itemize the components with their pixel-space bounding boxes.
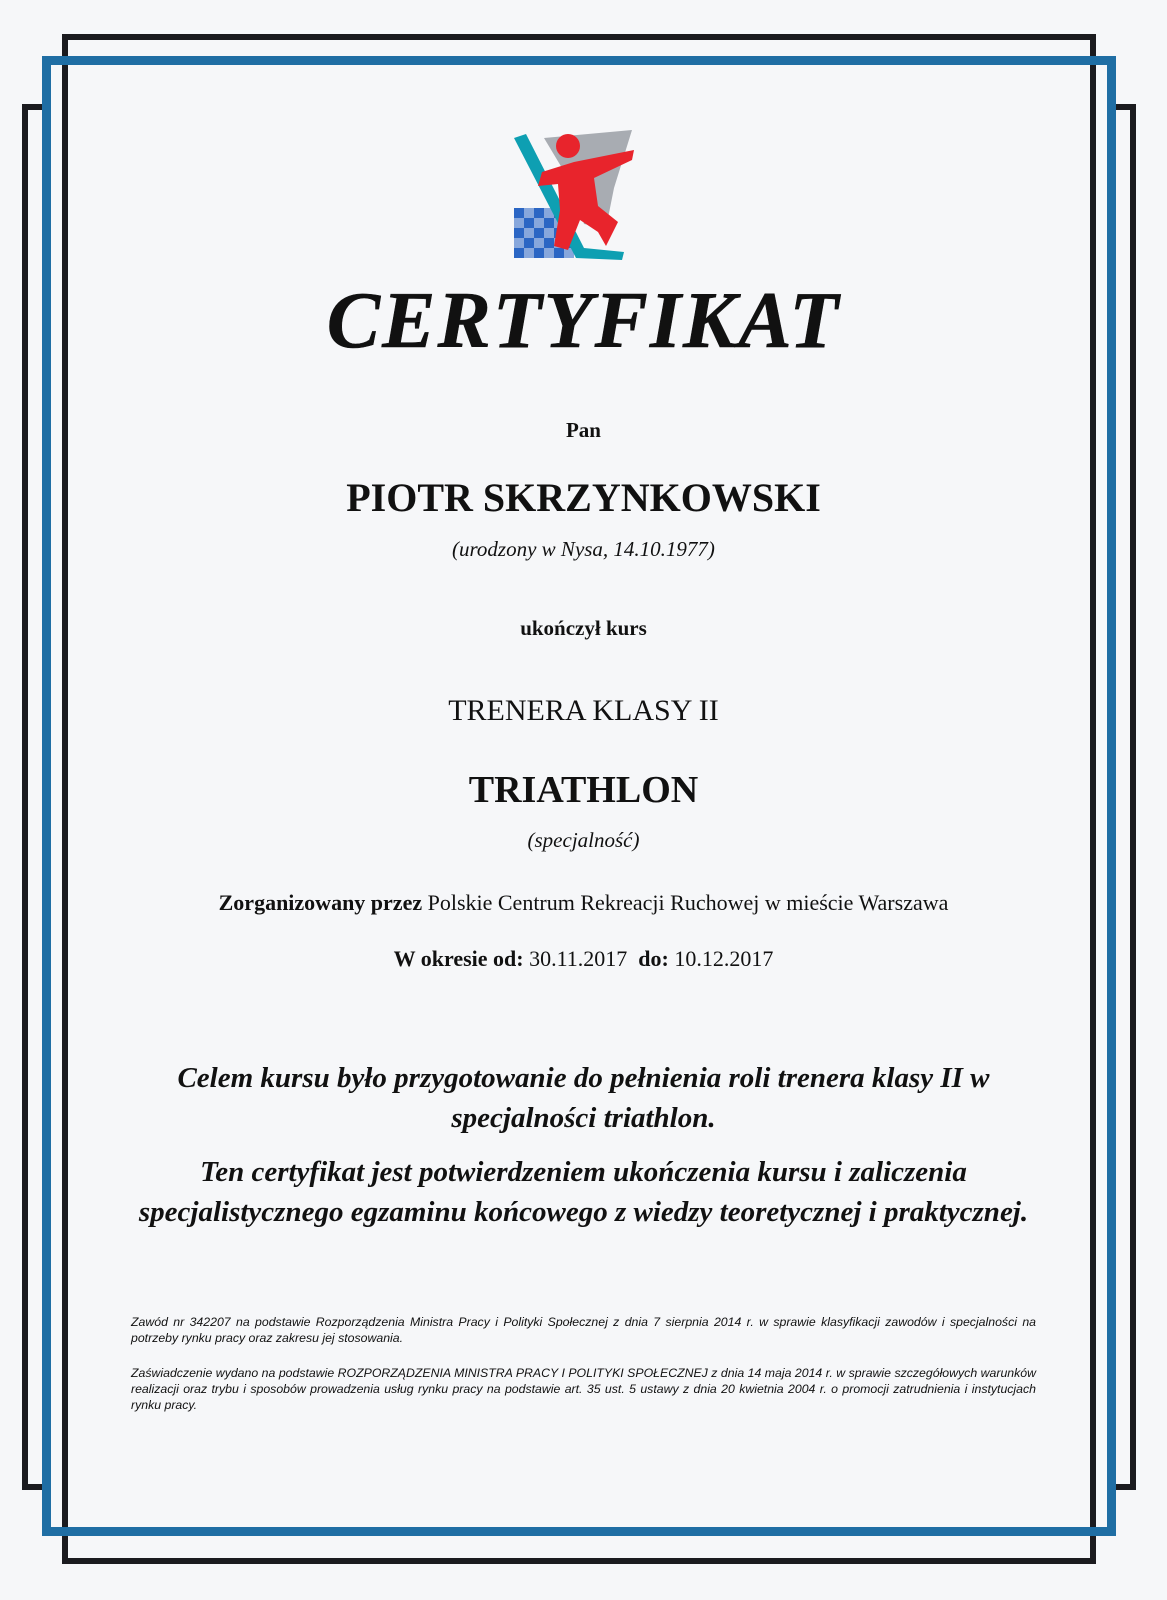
period-line (100, 946, 1067, 972)
birth-info: (urodzony w Nysa, 14.10.1977) (452, 537, 715, 561)
organizer-value: Polskie Centrum Rekreacji Ruchowej w mieście Warszawa (427, 890, 949, 915)
course-goal: Celem kursu było przygotowanie do pełnienia roli trenera klasy II w specjalności triathlon. (177, 1062, 990, 1134)
course-name: TRENERA KLASY II (448, 694, 719, 727)
specialty-label: (specjalność) (527, 828, 640, 852)
salutation: Pan (565, 418, 601, 442)
period-to-label: do: (638, 946, 669, 971)
confirmation-statement: Ten certyfikat jest potwierdzeniem ukończenia kursu i zaliczenia specjalistycznego egzaminu końcowego z wiedzy teoretycznej i praktycznej. (138, 1156, 1029, 1228)
recipient-name: PIOTR SKRZYNKOWSKI (346, 475, 821, 520)
organizer-label: Zorganizowany przez (218, 890, 423, 915)
certificate-title: CERTYFIKAT (326, 277, 841, 365)
completed-label: ukończył kurs (520, 616, 647, 640)
specialty-name: TRIATHLON (468, 769, 699, 811)
organizer-line (100, 890, 1067, 916)
period-from-label: W okresie od: (393, 946, 524, 971)
period-to-value: 10.12.2017 (674, 946, 774, 971)
period-from-value: 30.11.2017 (529, 946, 628, 971)
legal-note-occupation: Zawód nr 342207 na podstawie Rozporządzenia Ministra Pracy i Polityki Społecznej z dnia 7 sierpnia 2014 r. w sprawie klasyfikacji zawodów i specjalności na potrzeby rynku pracy oraz zakresu jej stosowania. (131, 1315, 1036, 1345)
legal-note-regulation: Zaświadczenie wydano na podstawie ROZPORZĄDZENIA MINISTRA PRACY I POLITYKI SPOŁECZNEJ z dnia 14 maja 2014 r. w sprawie szczegółowych warunków realizacji oraz trybu i sposobów prowadzenia usług rynku pracy na podstawie art. 35 ust. 5 ustawy z dnia 20 kwietnia 2004 r. o promocji zatrudnienia i instytucjach rynku pracy. (131, 1366, 1036, 1412)
